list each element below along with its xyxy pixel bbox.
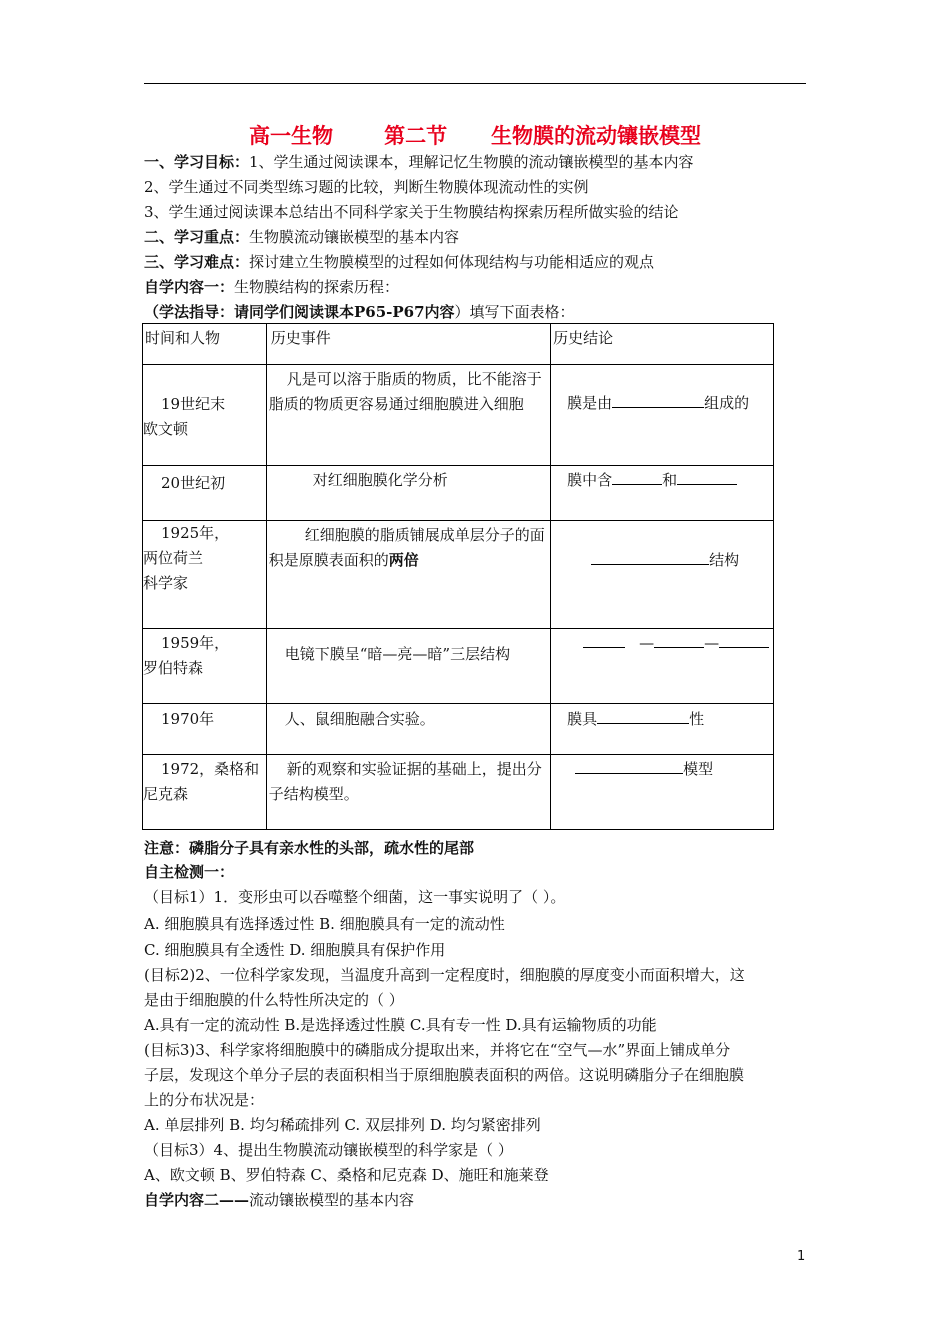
objectives-line-1 [144,152,694,172]
key-point-line [144,227,459,247]
table-header-row [143,324,774,365]
blank-fill[interactable] [612,468,662,485]
row2-event: 对红细胞膜化学分析 [266,466,550,521]
blank-fill[interactable] [591,548,709,565]
row6-conclusion: 模型 [551,755,774,830]
q3-options: A. 单层排列 B. 均匀稀疏排列 C. 双层排列 D. 均匀紧密排列 [144,1116,541,1134]
row2-time: 20世纪初 [143,466,267,521]
page-number: 1 [797,1249,806,1264]
row2-conclusion: 膜中含 和 [551,466,774,521]
q2-options: A.具有一定的流动性 B.是选择透过性膜 C.具有专一性 D.具有运输物质的功能 [144,1016,657,1034]
row4-time: 1959年， 罗伯特森 [143,629,267,704]
row6-event: 新的观察和实验证据的基础上，提出分子结构模型。 [266,755,550,830]
table-row [143,629,774,704]
blank-fill[interactable] [583,631,625,648]
self-study-1-text: 生物膜结构的探索历程： [234,278,400,296]
row1-event: 凡是可以溶于脂质的物质，比不能溶于脂质的物质更容易通过细胞膜进入细胞 [266,365,550,466]
self-study-2-label: 自学内容二—— [144,1191,250,1209]
difficulty-label: 三、学习难点： [144,253,250,271]
table-row [143,466,774,521]
objectives-label: 一、学习目标： [144,153,250,171]
row5-event: 人、鼠细胞融合实验。 [266,704,550,755]
row5-conclusion: 膜具 性 [551,704,774,755]
q1-stem: （目标1）1．变形虫可以吞噬整个细菌，这一事实说明了（ ）。 [144,888,566,906]
table-row [143,704,774,755]
table-row [143,755,774,830]
row5-time: 1970年 [143,704,267,755]
self-study-2-line [144,1190,414,1210]
blank-fill[interactable] [677,468,737,485]
row3-conclusion: 结构 [551,521,774,629]
row1-time: 19世纪末 欧文顿 [143,365,267,466]
guidance-line [144,302,575,322]
header-rule [144,83,806,84]
row6-time: 1972，桑格和 尼克森 [143,755,267,830]
q1-options-ab: A. 细胞膜具有选择透过性 B. 细胞膜具有一定的流动性 [144,915,505,933]
key-point-label: 二、学习重点： [144,228,250,246]
guidance-rest: ）填写下面表格： [454,303,575,321]
blank-fill[interactable] [719,631,769,648]
row4-conclusion: — — [551,629,774,704]
table-row [143,365,774,466]
self-check-1-heading: 自主检测一： [144,863,235,881]
blank-fill[interactable] [612,391,704,408]
guidance-bold: （学法指导：请同学们阅读课本P65-P67内容 [144,303,455,321]
self-study-2-text: 流动镶嵌模型的基本内容 [249,1191,415,1209]
page-title: 高一生物 第二节 生物膜的流动镶嵌模型 [248,123,702,148]
row4-event: 电镜下膜呈“暗—亮—暗”三层结构 [266,629,550,704]
q3-stem-3: 上的分布状况是： [144,1091,265,1109]
difficulty-line [144,252,654,272]
self-study-1-label: 自学内容一： [144,278,235,296]
header-conclusion: 历史结论 [551,324,774,365]
difficulty-text: 探讨建立生物膜模型的过程如何体现结构与功能相适应的观点 [249,253,655,271]
key-point-text: 生物膜流动镶嵌模型的基本内容 [249,228,460,246]
self-study-1-line [144,277,399,297]
row1-conclusion: 膜是由 组成的 [551,365,774,466]
q2-stem-2: 是由于细胞膜的什么特性所决定的（ ） [144,991,404,1009]
q1-options-cd: C. 细胞膜具有全透性 D. 细胞膜具有保护作用 [144,941,446,959]
objective-2: 2、学生通过不同类型练习题的比较，判断生物膜体现流动性的实例 [144,178,589,196]
blank-fill[interactable] [575,757,683,774]
q3-stem-2: 子层，发现这个单分子层的表面积相当于原细胞膜表面积的两倍。这说明磷脂分子在细胞膜 [144,1066,745,1084]
row3-event: 红细胞膜的脂质铺展成单层分子的面积是原膜表面积的两倍 [266,521,550,629]
objective-3: 3、学生通过阅读课本总结出不同科学家关于生物膜结构探索历程所做实验的结论 [144,203,679,221]
q3-stem-1: (目标3)3、科学家将细胞膜中的磷脂成分提取出来，并将它在“空气—水”界面上铺成单分 [144,1041,731,1059]
row3-time: 1925年， 两位荷兰 科学家 [143,521,267,629]
header-time: 时间和人物 [143,324,267,365]
q4-options: A、欧文顿 B、罗伯特森 C、桑格和尼克森 D、施旺和施莱登 [144,1166,549,1184]
table-row [143,521,774,629]
history-table [142,323,774,830]
q4-stem: （目标3）4、提出生物膜流动镶嵌模型的科学家是（ ） [144,1141,513,1159]
objective-1: 1、学生通过阅读课本，理解记忆生物膜的流动镶嵌模型的基本内容 [249,153,694,171]
blank-fill[interactable] [597,707,689,724]
note: 注意：磷脂分子具有亲水性的头部，疏水性的尾部 [144,839,475,857]
q2-stem-1: (目标2)2、一位科学家发现，当温度升高到一定程度时，细胞膜的厚度变小而面积增大，这 [144,966,745,984]
header-event: 历史事件 [266,324,550,365]
blank-fill[interactable] [654,631,704,648]
